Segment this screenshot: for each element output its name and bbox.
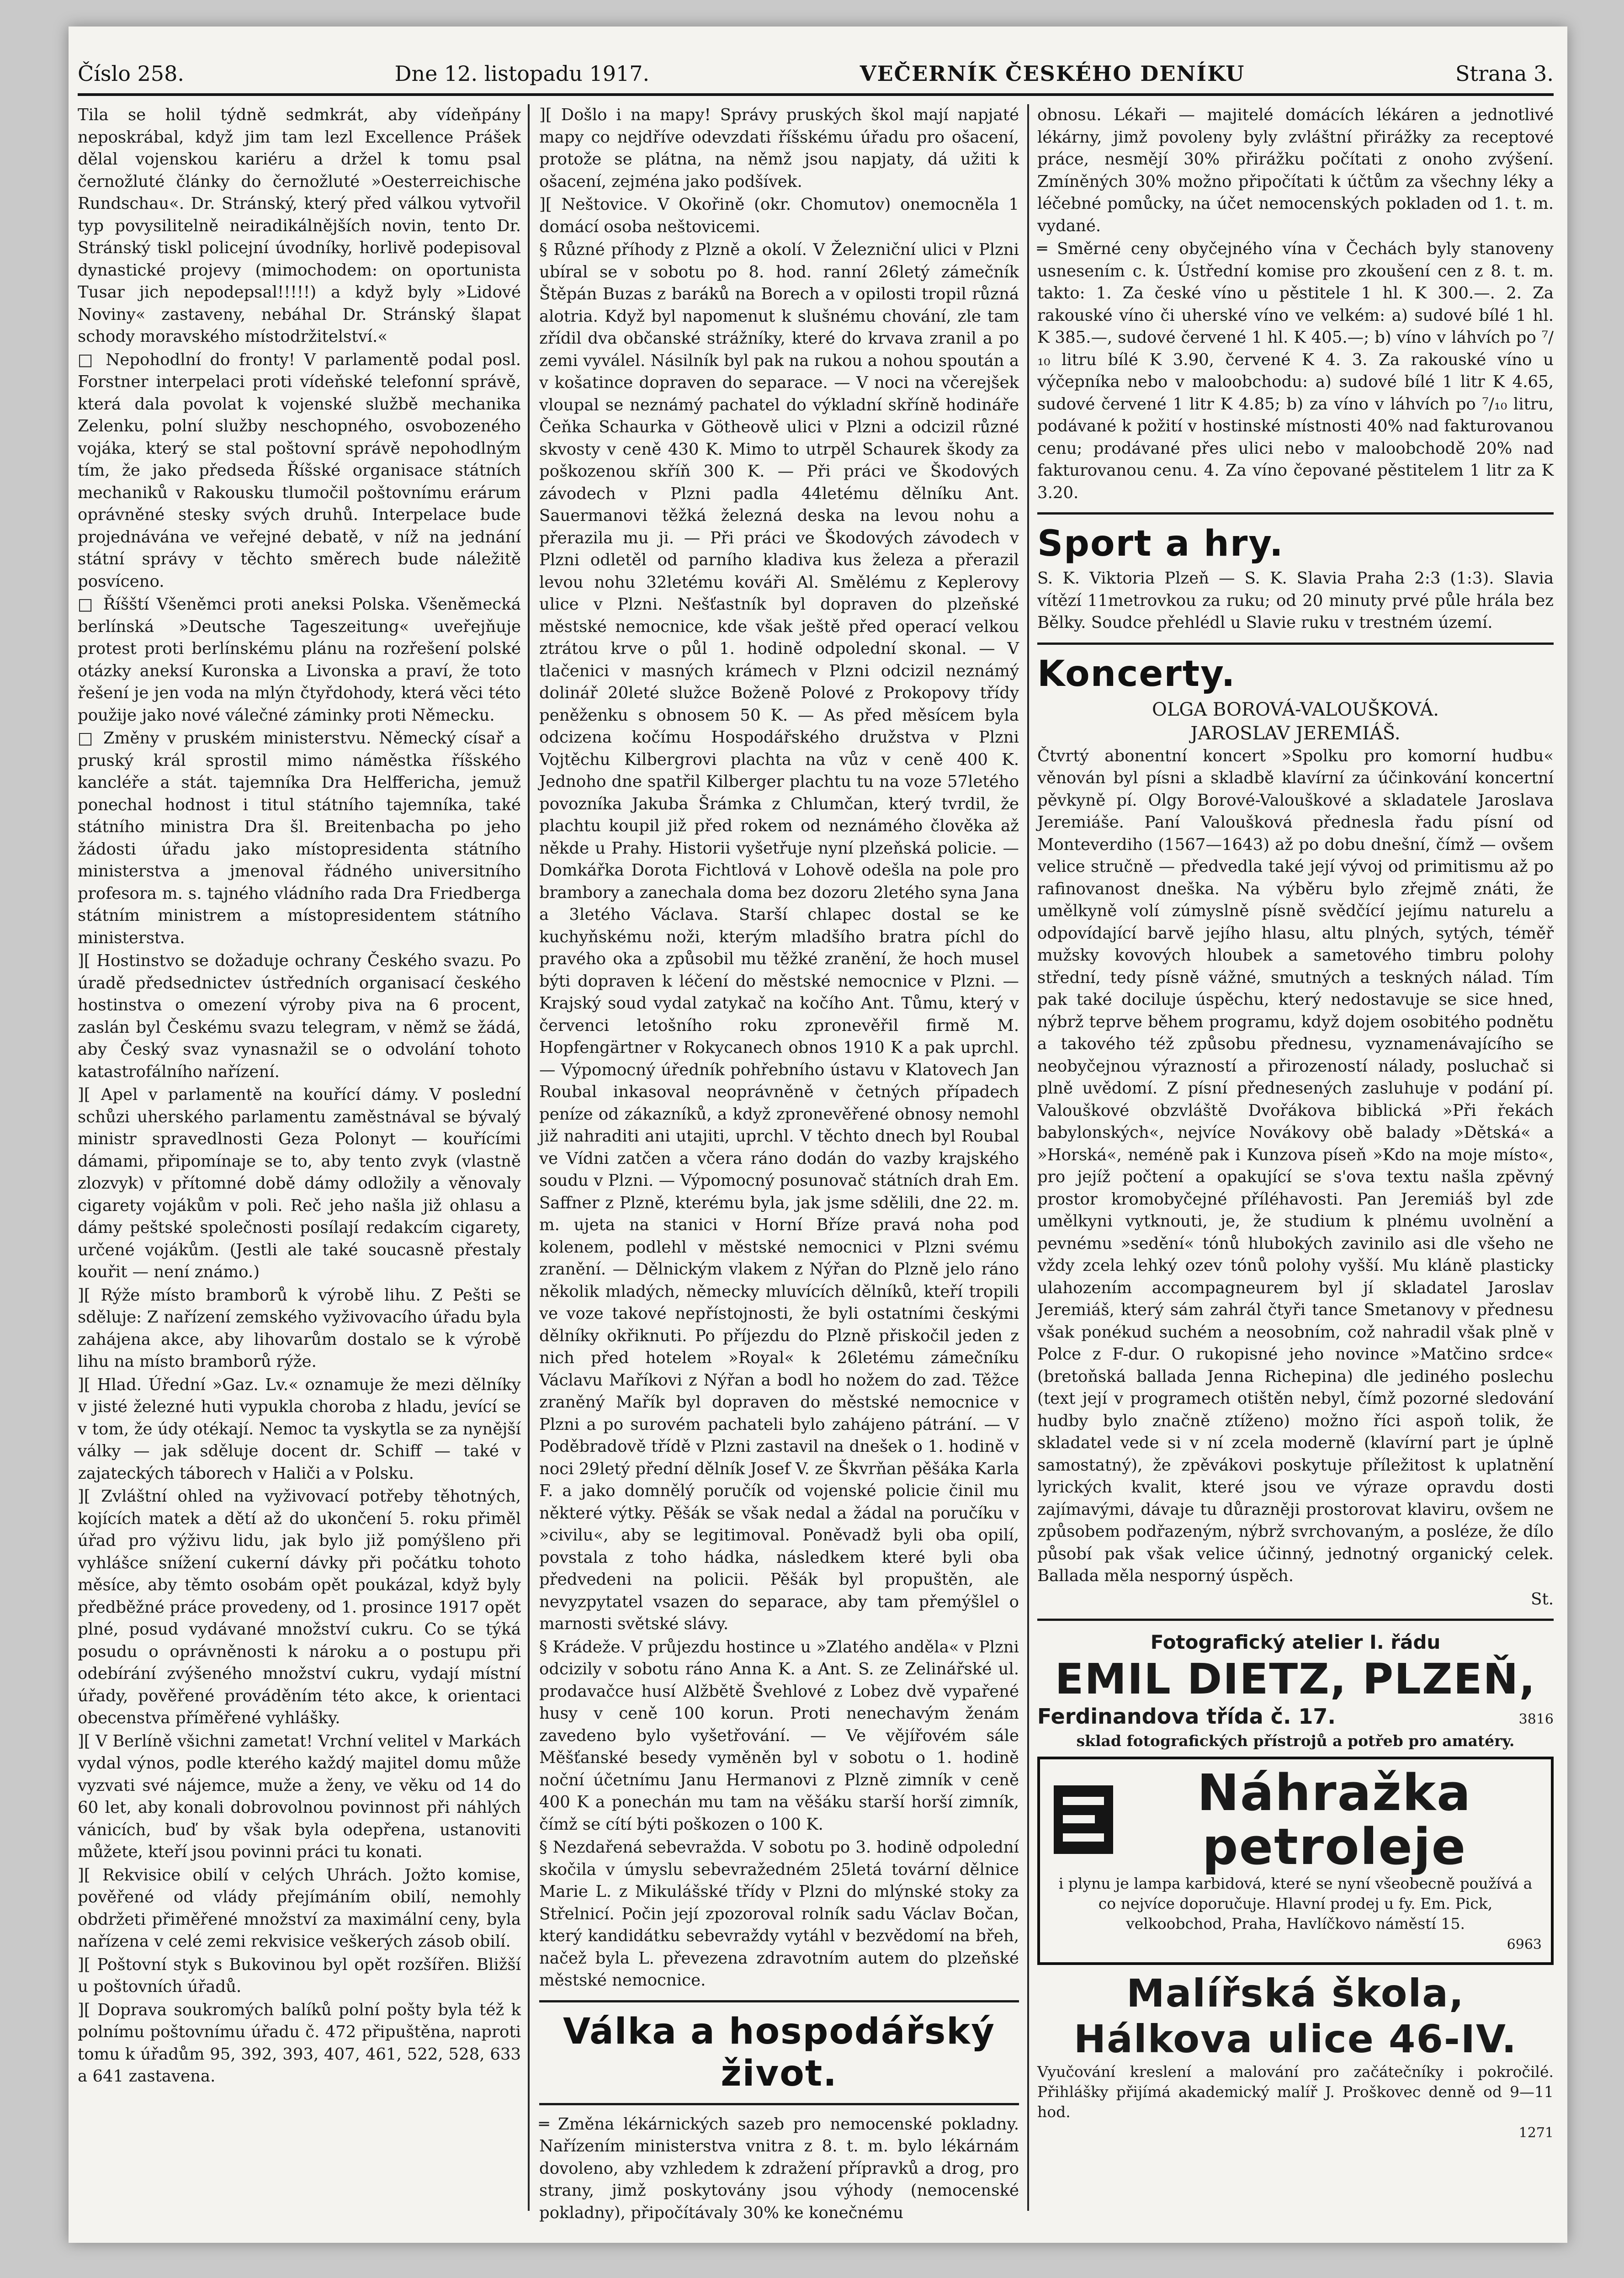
- ad-petrolej-title: Náhražka petroleje: [1197, 1763, 1472, 1876]
- page-number: Strana 3.: [1455, 61, 1554, 86]
- masthead: [78, 54, 1554, 96]
- article: ][ Rekvisice obilí v celých Uhrách. Jožto komise, pověřené od vlády přejímáním obilí, nemohly obdržeti přiměřené množství za maximální ceny, byla nařízena v celé zemi rekvisice veškerých zásob obilí.: [78, 1865, 521, 1951]
- article: ][ Poštovní styk s Bukovinou byl opět rozšířen. Bližší u poštovních úřadů.: [78, 1955, 521, 1996]
- section-heading-sport: Sport a hry.: [1037, 523, 1284, 564]
- article: § Krádeže. V průjezdu hostince u »Zlatého anděla« v Plzni odcizily v sobotu ráno Anna K. a Ant. S. ze Zelinářské ul. prodavačce husí Alžbětě Švehlové z Lobez dvě vypařené husy v ceně 100 korun. Proti nenechavým ženám zavedeno bylo vyšetřování. — Ve vějířovém sále Měšťanské besedy vyměněn byl v sobotu o 1. hodině noční účetnímu Janu Hermanovi z Plzně zimník v ceně 400 K a ponechán mu tam na věšáku starší horší zimník, čímž se cítí býti poškozen o 100 K.: [539, 1637, 1019, 1834]
- ad-dietz-tagline: sklad fotografických přístrojů a potřeb pro amatéry.: [1076, 1731, 1515, 1750]
- article: ][ Apel v parlamentě na kouřící dámy. V poslední schůzi uherského parlamentu zaměstnával se bývalý ministr spravedlnosti Geza Polonyt — kouřícími dámami, připomínaje se to, aby tento zvyk (vlastně zlozvyk) v přítomné době dámy odložily a věnovaly cigarety vojákům v poli. Reč jeho našla již ohlasu a dámy peštské společnosti posílají redakcím cigarety, určené vojákům. (Jestli ale také soucasně přestaly kouřit — není známo.): [78, 1085, 521, 1281]
- section-heading-koncerty: Koncerty.: [1037, 653, 1236, 695]
- column-rule-2: [1027, 104, 1029, 2211]
- article: § Nezdařená sebevražda. V sobotu po 3. hodině odpolední skočila v úmyslu sebevražedném 25letá tovární dělnice Marie L. z Mikulášské třídy v Plzni do mlýnské stoky za Střelnicí. Počin její zpozoroval rolník sadu Václav Bočan, který kandidátku sebevraždy vytáhl v bezvědomí na břeh, načež byla L. převezena zdravotním autem do plzeňské městské nemocnice.: [539, 1838, 1019, 1990]
- section-heading-valka: Válka a hospodářský život.: [563, 2011, 995, 2094]
- article: ═ Směrné ceny obyčejného vína v Čechách byly stanoveny usnesením c. k. Ústřední komise pro zkoušení cen z 8. t. m. takto: 1. Za české víno u pěstitele 1 hl. K 300.—. 2. Za rakouské víno či uherské víno ve velkém: a) sudové bílé 1 hl. K 385.—, sudové červené 1 hl. K 405.—; b) víno v láhvích po ⁷/₁₀ litru bílé K 3.90, červené K 4. 3. Za rakouské víno u výčepníka nebo v maloobchodu: a) sudové bílé 1 litr K 4.65, sudové červené 1 litr K 4.85; b) za víno v láhvích po ⁷/₁₀ litru, podávané k požití v hostinské místnosti 40% nad fakturovanou cenu; prodávané přes ulici nebo v maloobchodě 20% nad fakturovanou cenu. 4. Za víno čepované pěstitelem 1 litr za K 3.20.: [1037, 239, 1554, 502]
- article: ][ Došlo i na mapy! Správy pruských škol mají napjaté mapy co nejdříve odevzdati říšskému úřadu pro ošacení, protože se plátna, na němž jsou napjaty, dá užiti k ošacení, zejména jako podšívek.: [539, 106, 1019, 191]
- article: ][ Zvláštní ohled na vyživovací potřeby těhotných, kojících matek a dětí až do ukončení 5. roku přiměl úřad pro výživu lidu, jak bylo již pomýšleno při vyhlášce snížení cukerní dávky při počátku tohoto měsíce, aby těmto osobám opět poukázal, když byly předběžné práce provedeny, od 1. prosince 1917 opět plné, posud vydávané množství cukru. Co se týká posudu o oprávněnosti k nároku a o postupu při odebírání zvýšeného množství cukru, vydají místní úřady, pověřené prováděním této akce, k orientaci obecenstva příměřené vyhlášky.: [78, 1487, 521, 1727]
- column-middle: [539, 104, 1019, 2222]
- issue-date: Dne 12. listopadu 1917.: [394, 61, 650, 86]
- article: ][ Doprava soukromých balíků polní pošty byla též k polnímu poštovnímu úřadu č. 472 připuštěna, naproti tomu k úřadům 95, 392, 393, 407, 461, 522, 528, 633 a 641 zastavena.: [78, 2000, 521, 2086]
- ad-dietz-address: Ferdinandova třída č. 17.: [1037, 1704, 1336, 1729]
- ad-malirska: [1037, 1970, 1554, 2145]
- concert-performer: OLGA BOROVÁ-VALOUŠKOVÁ.: [1152, 699, 1439, 720]
- article: § Různé příhody z Plzně a okolí. V Železniční ulici v Plzni ubíral se v sobotu po 8. hod. ranní 26letý zámečník Štěpán Buzas z baráků na Borech a v opilosti tropil různá alotria. Když byl napomenut k slušnému chování, zle tam zřídil dva občanské strážníky, které do krvava zranil a po zemi vyválel. Násilník byl pak na rukou a nohou spoután a v košatince dopraven do separace. — V noci na včerejšek vloupal se neznámý pachatel do výkladní skříně hodináře Čeňka Schaurka v Götheově ulici v Plzni a odcizil různé skvosty v ceně 430 K. Mimo to utrpěl Schaurek škody za poškozenou skříň 300 K. — Při práci ve Škodových závodech v Plzni padla 44letému dělníku Ant. Sauermanovi těžká železná deska na levou nohu a přerazila mu ji. — Při práci ve Škodových závodech v Plzni odletěl od parního kladiva kus železa a přerazil levou nohu 32letému kováři Al. Smělému z Keplerovy ulice v Plzni. Nešťastník byl dopraven do plzeňské městské nemocnice, kde však ještě před operací velkou ztrátou krve o půl 1. hodině odpolední skonal. — V tlačenici v masných krámech v Plzni odcizil neznámý dolinář 20leté služce Boženě Polové z Prokopovy třídy peněženku s obnosem 50 K. — As před měsícem byla odcizena kočímu Hospodářského družstva v Plzni Vojtěchu Kilbergrovi plachta na vůz v ceně 400 K. Jednoho dne spatřil Kilberger plachtu tu na voze 57letého povozníka Jakuba Šrámka z Chlumčan, který tvrdil, že plachtu koupil již před rokem od neznámého člověka až někde u Prahy. Historii vyšetřuje nyní plzeňská policie. — Domkářka Dorota Fichtlová v Lohově odešla na pole pro brambory a zanechala doma bez dozoru 2letého syna Jana a 3letého Václava. Starší chlapec dostal se ke kuchyňskému noži, kterým mladšího bratra píchl do pravého oka a způsobil mu těžké zranění, že hoch musel býti dopraven k léčení do městské nemocnice v Plzni. — Krajský soud vydal zatykač na kočího Ant. Tůmu, který v červenci letošního roku zpronevěřil firmě M. Hopfengärtner v Rokycanech obnos 1910 K a pak uprchl. — Výpomocný úředník pohřebního ústavu v Klatovech Jan Roubal inkasoval neoprávněně v četných případech peníze od zákazníků, a když zpronevěřené obnosy nemohl již nahraditi ani utajiti, uprchl. V těchto dnech byl Roubal ve Vídni zatčen a včera ráno dodán do vazby krajského soudu v Plzni. — Výpomocný posunovač státních drah Em. Saffner z Plzně, kterému byla, jak jsme sdělili, dne 22. m. m. ujeta na stanici v Horní Bříze pravá noha pod kolenem, podlehl v městské nemocnici v Plzni svému zranění. — Dělnickým vlakem z Nýřan do Plzně jelo ráno několik mladých, německy mluvících dělníků, kteří tropili ve voze takové nepřístojnosti, že byli ostatními českými dělníky okřiknuti. Po příjezdu do Plzně přiskočil jeden z nich před hotelem »Royal« k 26letému zámečníku Václavu Maříkovi z Nýřan a bodl ho nožem do zad. Těžce zraněný Mařík byl dopraven do městské nemocnice v Plzni a po surovém pachateli bylo zahájeno pátrání. — V Poděbradově třídě v Plzni zastavil na dnešek o 1. hodině v noci 29letý přední dělník Josef V. ze Škvrňan pěšáka Karla F. a jako domnělý poručík od vojenské policie činil mu některé výtky. Pěšák se však nedal a žádal na poručíku v »civilu«, aby se legitimoval. Poněvadž byli oba opilí, povstala z toho hádka, následkem které byli oba předvedeni na policii. Pěšák byl propuštěn, ale nevyzpytatel vsazen do separace, aby tam přemýšlel o marnosti světské slávy.: [539, 240, 1019, 1633]
- ad-petrolej: [1037, 1757, 1554, 1965]
- ad-dietz-name: EMIL DIETZ, PLZEŇ,: [1055, 1655, 1536, 1704]
- paper-title: VEČERNÍK ČESKÉHO DENÍKU: [860, 61, 1245, 86]
- article: ][ Hlad. Úřední »Gaz. Lv.« oznamuje že mezi dělníky v jisté železné huti vypukla choroba z hladu, jevící se v tom, že údy otékají. Nemoc ta vyskytla se za nynější války — jak sděluje docent dr. Schiff — také v zajateckých táborech v Haliči a v Polsku.: [78, 1375, 521, 1483]
- ad-malirska-text: Vyučování kreslení a malování pro začátečníky i pokročilé. Přihlášky přijímá akademický malíř J. Proškovec denně od 9—11 hod.: [1037, 2063, 1554, 2121]
- article: □ Nepohodlní do fronty! V parlamentě podal posl. Forstner interpelaci proti vídeňské telefonní správě, která dala povolat k vojenské službě mechanika Zelenku, polní služby neschopného, osvobozeného vojáka, který se stal poštovní správě nepohodlným tím, že jako předseda Říšské organisace státních mechaniků v Rakousku tlumočil poštovnímu erárum oprávněné stesky svých druhů. Interpelace bude projednávána ve veřejné debatě, v níž na jednání státní správy v těchto směrech bude náležitě posvíceno.: [78, 350, 521, 591]
- article: Tila se holil týdně sedmkrát, aby vídeňpány neposkrábal, když jim tam lezl Excellence Prášek dělal vojenskou kariéru a držel k tomu psal černožluté články do černožluté »Oesterreichische Rundschau«. Dr. Stránský, který před válkou vytvořil typ povysilitelně neiradikálnějších novin, tento Dr. Stránský tiskl policejní úvodníky, horlivě podepisoval dynastické projevy (mimochodem: on oportunista Tusar jich nepodepsal!!!!!) a když byly »Lidové Noviny« zastaveny, nebáhal Dr. Stránský šlapat schody moravského místodržitelství.«: [78, 106, 521, 346]
- article: ][ Neštovice. V Okořině (okr. Chomutov) onemocněla 1 domácí osoba neštovicemi.: [539, 195, 1019, 236]
- article: ][ Rýže místo bramborů k výrobě lihu. Z Pešti se sděluje: Z nařízení zemského vyživovacího úřadu byla zahájena akce, aby lihovarům dostalo se k výrobě lihu na místo bramborů rýže.: [78, 1285, 521, 1371]
- article: ][ Hostinstvo se dožaduje ochrany Českého svazu. Po úradě předsednictev ústředních organisací českého hostinstva o omezení výroby piva na 6 procent, zaslán byl Českému svazu telegram, v němž se žádá, aby Český svaz vynasnažil se o odvolání tohoto katastrofálního nařízení.: [78, 951, 521, 1081]
- ad-malirska-number: 1271: [1518, 2125, 1554, 2141]
- concert-performer: JAROSLAV JEREMIÁŠ.: [1190, 722, 1401, 744]
- ad-petrolej-text: i plynu je lampa karbidová, které se nyní všeobecně používá a co nejvíce doporučuje. Hlavní prodej u fy. Em. Pick, velkoobchod, Praha, Havlíčkovo náměstí 15.: [1058, 1874, 1533, 1933]
- article: ═ Změna lékárnických sazeb pro nemocenské pokladny. Nařízením ministerstva vnitra z 8. t. m. bylo lékárnám dovoleno, aby vzhledem k zdražení přípravků a drog, pro strany, jimž poskytovány jsou výhody (nemocenské pokladny), připočítávaly 30% ke konečnému: [539, 2114, 1019, 2222]
- ad-dietz-number: 3816: [1518, 1711, 1554, 1727]
- newspaper-page: [69, 27, 1567, 2243]
- section-divider: [1037, 1619, 1554, 1621]
- sport-result: S. K. Viktoria Plzeň — S. K. Slavia Praha 2:3 (1:3). Slavia vítězí 11metrovkou za ruku; od 20 minuty prvé půle hrála bez Bělky. Soudce přehlédl u Slavie ruku v trestném území.: [1037, 569, 1554, 632]
- ad-dietz: [1037, 1629, 1554, 1751]
- column-left: [78, 104, 521, 2211]
- section-divider: [1037, 512, 1554, 515]
- issue-number: Číslo 258.: [78, 61, 184, 86]
- article: □ Říšští Všeněmci proti aneksi Polska. Všeněmecká berlínská »Deutsche Tageszeitung« uveřejňuje protest proti berlínskému plánu na rozřešení polské otázky aneksí Kuronska a Livonska a praví, že toto řešení je jen voda na mlýn čtyřdohody, která věci této použije jako nové válečné záminky proti Německu.: [78, 595, 521, 725]
- ad-malirska-title: Malířská škola, Hálkova ulice 46-IV.: [1073, 1971, 1518, 2061]
- article: □ Změny v pruském ministerstvu. Německý císař a pruský král sprostil mimo náměstka říšského kancléře a stát. tajemníka Dra Helffericha, jemuž ponechal hodnost i titul státního tajemníka, také státního ministra Dra šl. Breitenbacha po jeho žádosti úřadu jako místopresidenta státního ministerstva a jmenoval řádného universitního profesora m. s. tajného vládního rada Dra Friedberga státním ministrem a místopresidentem státního ministerstva.: [78, 729, 521, 947]
- review-signature: St.: [1531, 1589, 1554, 1609]
- column-rule-1: [528, 104, 530, 2211]
- ad-petrolej-number: 6963: [1507, 1936, 1542, 1953]
- column-right: [1037, 104, 1554, 2211]
- lamp-icon: [1049, 1781, 1118, 1859]
- article: ][ V Berlíně všichni zametat! Vrchní velitel v Markách vydal výnos, podle kterého každý majitel domu může vyzvati své nájemce, muže a ženy, ve věku od 14 do 60 let, aby konali dobrovolnou povinnost při náhlých vánicích, buď by však byla odepřena, ustanoviti můžete, kteří jsou povinni práci tu konati.: [78, 1731, 521, 1861]
- article: obnosu. Lékaři — majitelé domácích lékáren a jednotlivé lékárny, jimž povoleny byly zvláštní přirážky za receptové práce, nesmějí 30% přirážku počítati z onoho zvýšení. Zmíněných 30% možno připočítati k účtům za všechny léky a léčebné pomůcky, na účet nemocenských pokladen od 1. t. m. vydané.: [1037, 106, 1554, 235]
- section-divider: [539, 2103, 1019, 2105]
- section-divider: [1037, 643, 1554, 645]
- ad-dietz-line1: Fotografický atelier I. řádu: [1150, 1631, 1441, 1653]
- concert-review: Čtvrtý abonentní koncert »Spolku pro komorní hudbu« věnován byl písni a skladbě klavírní za účinkování koncertní pěvkyně pí. Olgy Borové-Valouškové a skladatele Jaroslava Jeremiáše. Paní Valoušková přednesla řadu písní od Monteverdiho (1567—1643) až po dobu dnešní, čímž — ovšem velice stručně — předvedla také její vývoj od primitismu až po rafinovanost dneška. Na výběru bylo zřejmě znáti, že umělkyně volí zúmyslně písně svědčící jejímu naturelu a odpovídající barvě jejího hlasu, altu plných, sytých, téměř mužsky kovových hloubek a sametového timbru polohy střední, tedy písně vážné, smutných a teskných nálad. Tím pak také dociluje úspěchu, který nedostavuje se sice hned, nýbrž teprve během programu, když dojem osobitého podnětu a takového též způsobu přednesu, vyznamenávajícího se neobyčejnou výrazností a přirozeností nálady, posluchač si plně uvědomí. Z písní přednesených zasluhuje v podání pí. Valouškové obzvláště Dvořákova biblická »Při řekách babylonských«, nejvíce Novákovy obě balady »Dětská« a »Horská«, neméně pak i Kunzova píseň »Kdo na moje místo«, pro jejíž počtení a opakující se s'ova textu našla zpěvný prostor kromobyčejné příléhavosti. Pan Jeremiáš byl zde umělkyni vytknouti, je, že studium k plnému uvolnění a pevnému »sedění« tónů hlubokých zavinilo asi dle všeho ne vždy zcela lehký ozev tónů polohy vyšší. Mu kláně plasticky ulahozením accompagneurem byl jí skladatel Jaroslav Jeremiáš, který sám zahrál čtyři tance Smetanovy v přednesu však ponékud suchém a neosobním, což nahradil však plně v Polce z F-dur. O rukopisné jeho novince »Matčino srdce« (bretoňská ballada Jenna Richepina) dle jediného poslechu (text její v programech otištěn nebyl, čímž pozorné sledování hudby bylo značně ztíženo) možno říci aspoň tolik, že skladatel vede si v ní zcela moderně (klavírní part je úplně samostatný), že zpěvákovi poskytuje příležitost k uplatnění lyrických kvalit, které jsou ve výraze opravdu dosti zajímavými, dávaje tu důrazněji prostorovat klaviru, ovšem ne způsobem podřazeným, nýbrž svrchovaným, a posléze, že dílo působí pak však velice účinný, jednotný organický celek. Ballada měla nesporný úspěch.: [1037, 746, 1554, 1585]
- section-divider: [539, 2000, 1019, 2002]
